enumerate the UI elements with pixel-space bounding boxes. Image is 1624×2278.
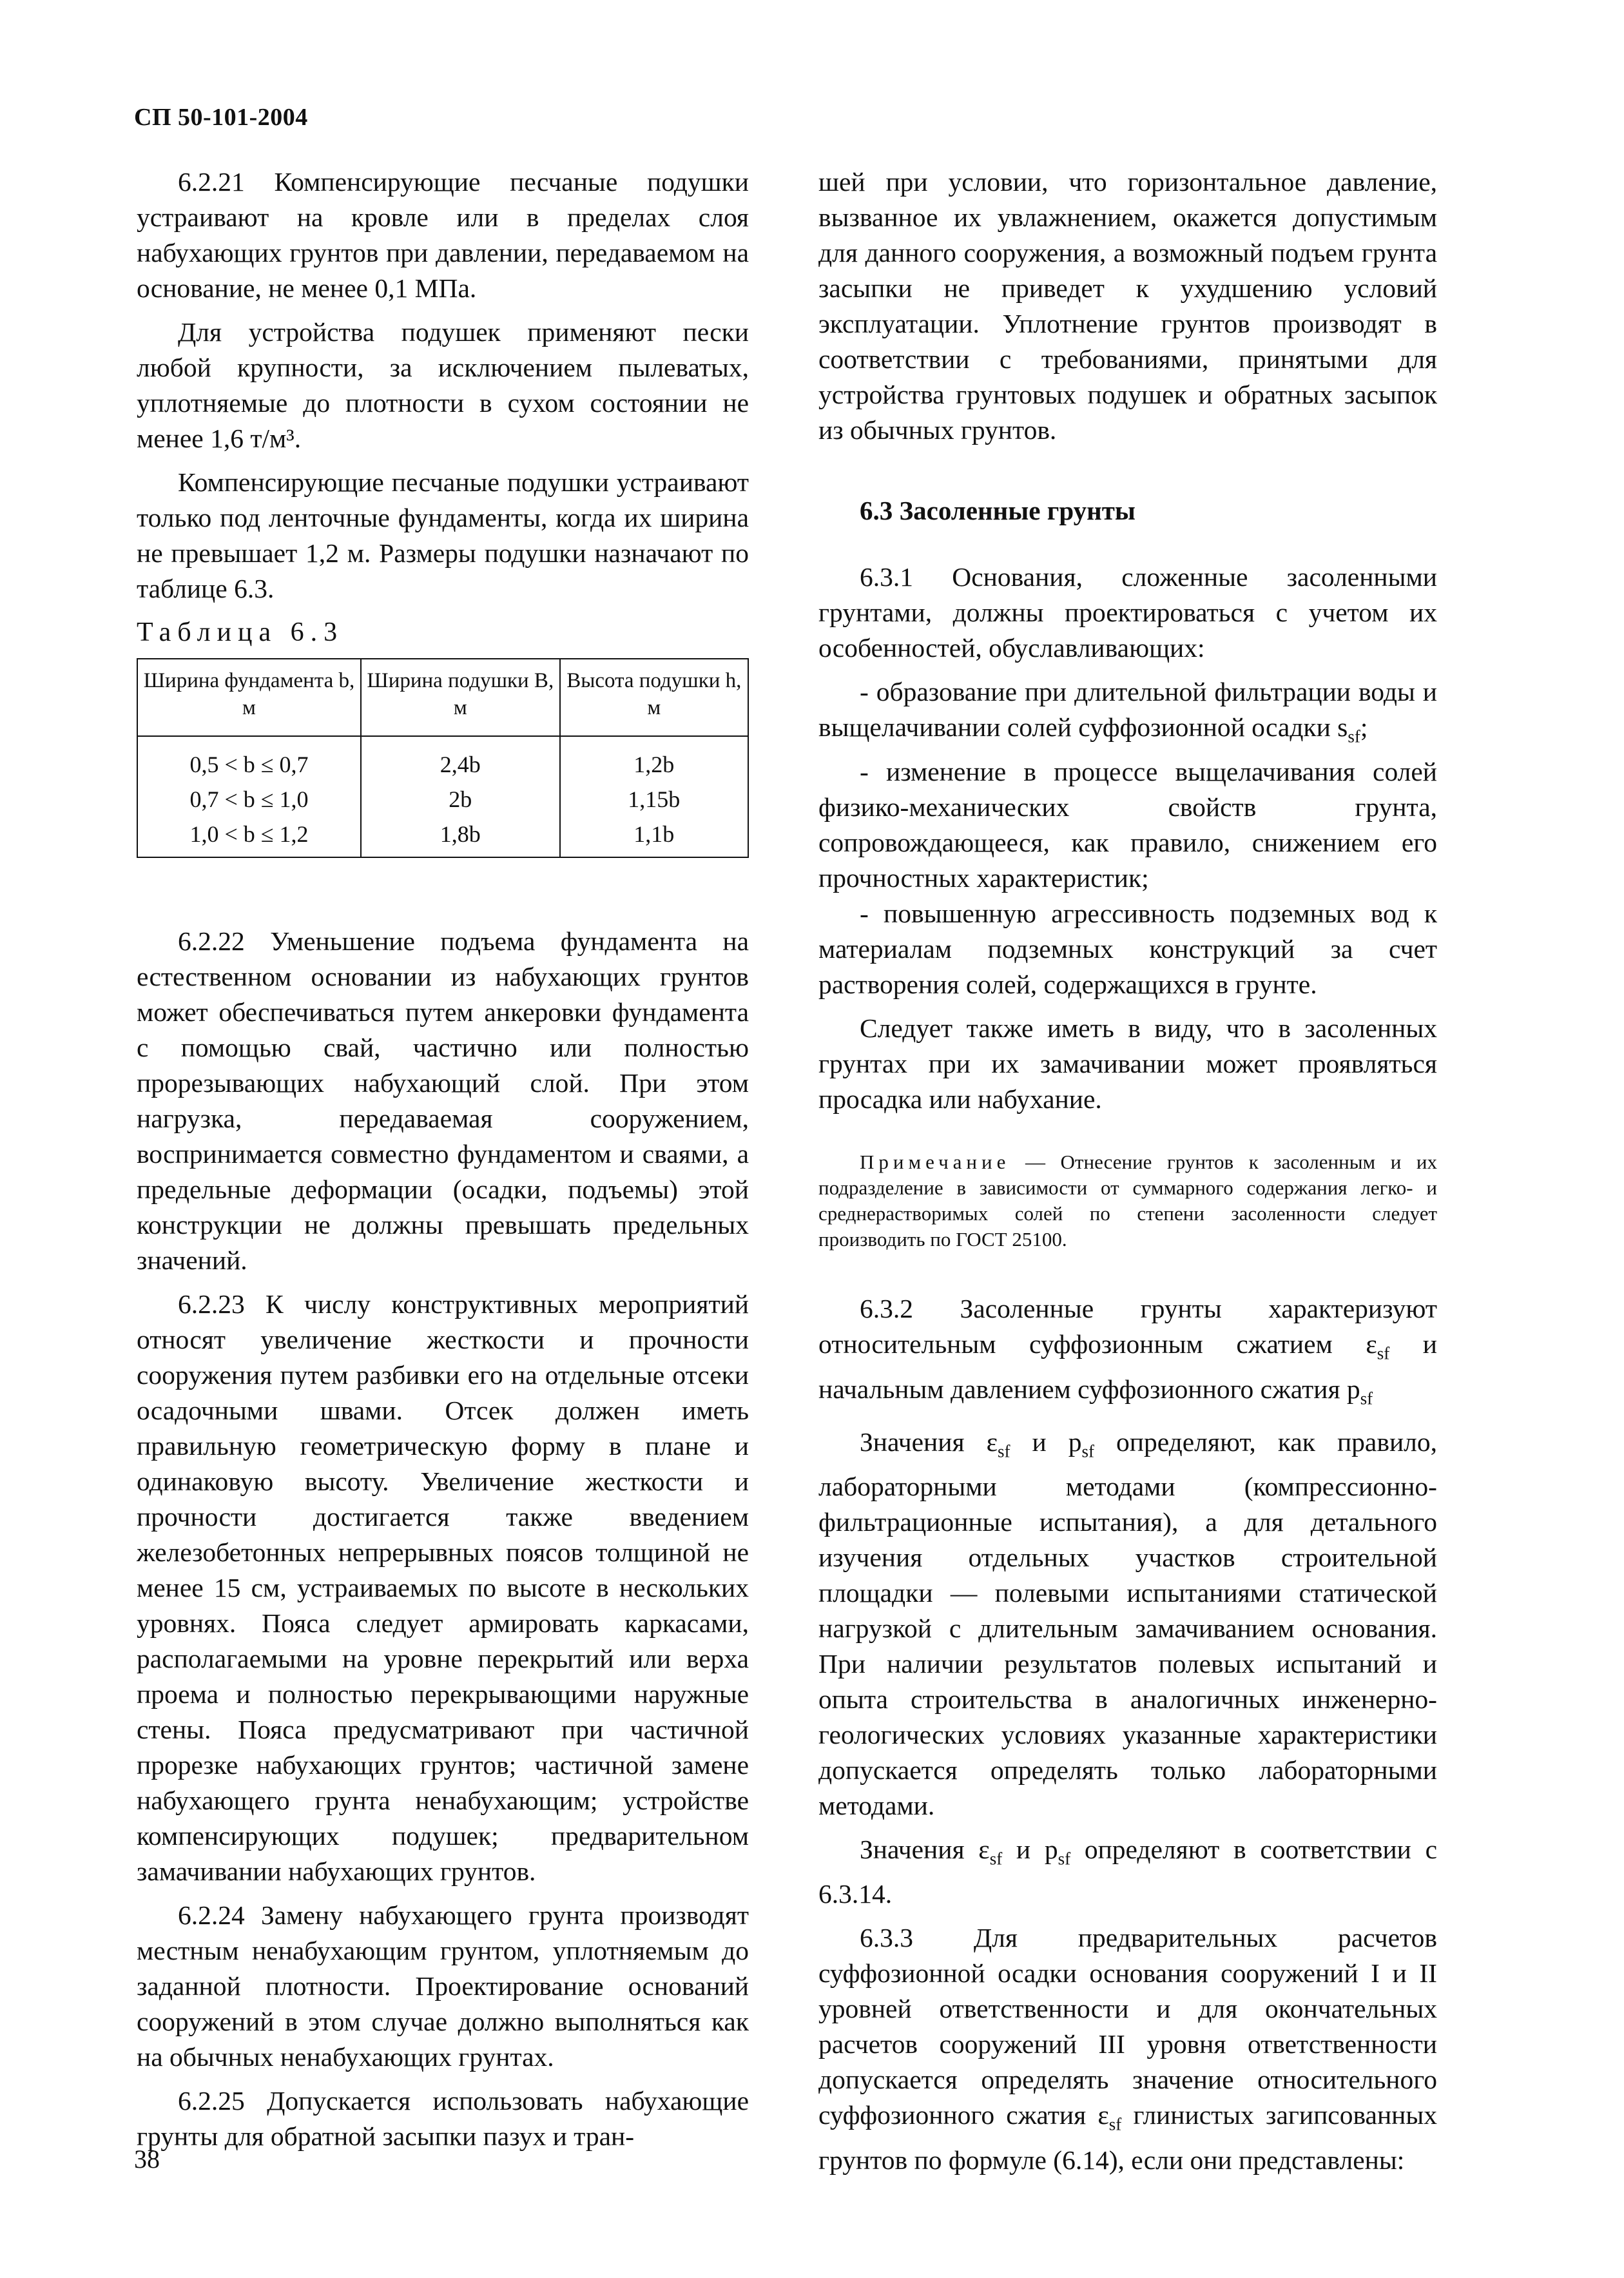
note xyxy=(818,1149,1437,1252)
table-row xyxy=(137,782,748,817)
table-cell: 1,8b xyxy=(361,817,560,857)
paragraph-values-methods: Значения $\varepsilon_{sf}$ и $p_{sf}$ определяют, как правило, лабораторными методами (компрессионно-фильтрационные испытания), а для детального изучения отдельных участков строительной площадки — полевыми испытаниями статической нагрузкой с длительным замачиванием основания. При наличии результатов полевых испытаний и опыта строительства в аналогичных инженерно-геологических условиях указанные характеристики допускается определять только лабораторными методами. xyxy=(818,1426,1437,1821)
table-cell: 2,4b xyxy=(361,736,560,782)
note-label: Примечание xyxy=(860,1151,1010,1174)
table-header-foundation-width: Ширина фундамента b, м xyxy=(137,659,361,736)
paragraph-6-2-24: 6.2.24 Замену набухающего грунта производят местным ненабухающим грунтом, уплотняемым до заданной плотности. Проектирование оснований сооружений в этом случае должно выполняться как на обычных ненабухающих грунтах. xyxy=(137,1900,749,2072)
table-row xyxy=(137,736,748,782)
table-cell: 2b xyxy=(361,782,560,817)
table-cell: 1,2b xyxy=(560,736,748,782)
section-title-6-3: 6.3 Засоленные грунты xyxy=(860,496,1136,525)
paragraph-sand-density: Для устройства подушек применяют пески любой крупности, за исключением пылеватых, уплотняемые до плотности в сухом состоянии не менее 1,6 т/м³. xyxy=(137,317,749,453)
paragraph-6-2-23: 6.2.23 К числу конструктивных мероприятий относят увеличение жесткости и прочности сооружения путем разбивки его на отдельные отсеки осадочными швами. Отсек должен иметь правильную геометрическую форму в плане и одинаковую высоту. Увеличение жесткости и прочности достигается также введением железобетонных непрерывных поясов толщиной не менее 15 см, устраиваемых по высоте в нескольких уровнях. Пояса следует армировать каркасами, располагаемыми на уровне перекрытий или верха проема и полностью перекрывающими наружные стены. Пояса предусматривают при частичной прорезке набухающих грунтов; частичной замене набухающего грунта ненабухающим; устройстве компенсирующих подушек; предварительном замачивании набухающих грунтов. xyxy=(137,1289,749,1886)
table-caption: Таблица 6.3 xyxy=(137,618,344,647)
paragraph-6-2-22: 6.2.22 Уменьшение подъема фундамента на естественном основании из набухающих грунтов может обеспечиваться путем анкеровки фундамента с помощью свай, частично или полностью прорезывающих набухающий слой. При этом нагрузка, передаваемая сооружением, воспринимается совместно фундаментом и сваями, а предельные деформации (осадки, подъемы) этой конструкции не должны превышать предельных значений. xyxy=(137,926,749,1275)
table-cell: 1,15b xyxy=(560,782,748,817)
table-cell: 1,1b xyxy=(560,817,748,857)
list-item: - изменение в процессе выщелачивания солей физико-механических свойств грунта, сопровождающееся, как правило, снижением его прочностных характеристик; xyxy=(818,757,1437,893)
paragraph-continuation: шей при условии, что горизонтальное давление, вызванное их увлажнением, окажется допустимым для данного сооружения, а возможный подъем грунта засыпки не приведет к ухудшению условий эксплуатации. Уплотнение грунтов производят в соответствии с требованиями, принятыми для устройства грунтовых подушек и обратных засыпок из обычных грунтов. xyxy=(818,167,1437,445)
table-row xyxy=(137,817,748,857)
list-item: - образование при длительной фильтрации воды и выщелачивании солей суффозионной осадки $s_{sf}$; xyxy=(818,677,1437,746)
paragraph-6-2-25: 6.2.25 Допускается использовать набухающие грунты для обратной засыпки пазух и тран- xyxy=(137,2086,749,2151)
table-cell: 0,5 < b ≤ 0,7 xyxy=(137,736,361,782)
paragraph-6-3-1: 6.3.1 Основания, сложенные засоленными грунтами, должны проектироваться с учетом их особенностей, обуславливающих: xyxy=(818,562,1437,663)
table-cell: 1,0 < b ≤ 1,2 xyxy=(137,817,361,857)
table-cell: 0,7 < b ≤ 1,0 xyxy=(137,782,361,817)
table-6-3 xyxy=(137,658,749,858)
table-header-cushion-height: Высота подушки h, м xyxy=(560,659,748,736)
page-number: 38 xyxy=(134,2145,160,2174)
table-header-cushion-width: Ширина подушки B, м xyxy=(361,659,560,736)
paragraph-values-reference: Значения $\varepsilon_{sf}$ и $p_{sf}$ определяют в соответствии с 6.3.14. xyxy=(818,1835,1437,1909)
right-column xyxy=(818,164,1437,2186)
paragraph-cushion-size: Компенсирующие песчаные подушки устраивают только под ленточные фундаменты, когда их ширина не превышает 1,2 м. Размеры подушки назначают по таблице 6.3. xyxy=(137,467,749,603)
paragraph-6-3-2: 6.3.2 Засоленные грунты характеризуют относительным суффозионным сжатием $\varepsilon_{sf}$ и начальным давлением суффозионного сжатия $p_{sf}$ xyxy=(818,1294,1438,1408)
paragraph-collapse-note: Следует также иметь в виду, что в засоленных грунтах при их замачивании может проявляться просадка или набухание. xyxy=(818,1013,1437,1115)
paragraph-6-3-3: 6.3.3 Для предварительных расчетов суффозионной осадки основания сооружений I и II уровней ответственности и для окончательных расчетов сооружений III уровня ответственности допускается определять значение относительного суффозионного сжатия $\varepsilon_{sf}$ глинистых загипсованных грунтов по формуле (6.14), если они представлены: xyxy=(818,1923,1437,2175)
paragraph-6-2-21: 6.2.21 Компенсирующие песчаные подушки устраивают на кровле или в пределах слоя набухающих грунтов при давлении, передаваемом на основание, не менее 0,1 МПа. xyxy=(137,167,749,303)
list-item: - повышенную агрессивность подземных вод к материалам подземных конструкций за счет растворения солей, содержащихся в грунте. xyxy=(818,899,1437,1000)
document-header: СП 50-101-2004 xyxy=(134,104,308,131)
note-text: — Отнесение грунтов к засоленным и их подразделение в зависимости от суммарного содержания легко- и среднерастворимых солей по степени засоленности следует производить по ГОСТ 25100. xyxy=(818,1151,1437,1251)
left-column xyxy=(137,164,749,2163)
